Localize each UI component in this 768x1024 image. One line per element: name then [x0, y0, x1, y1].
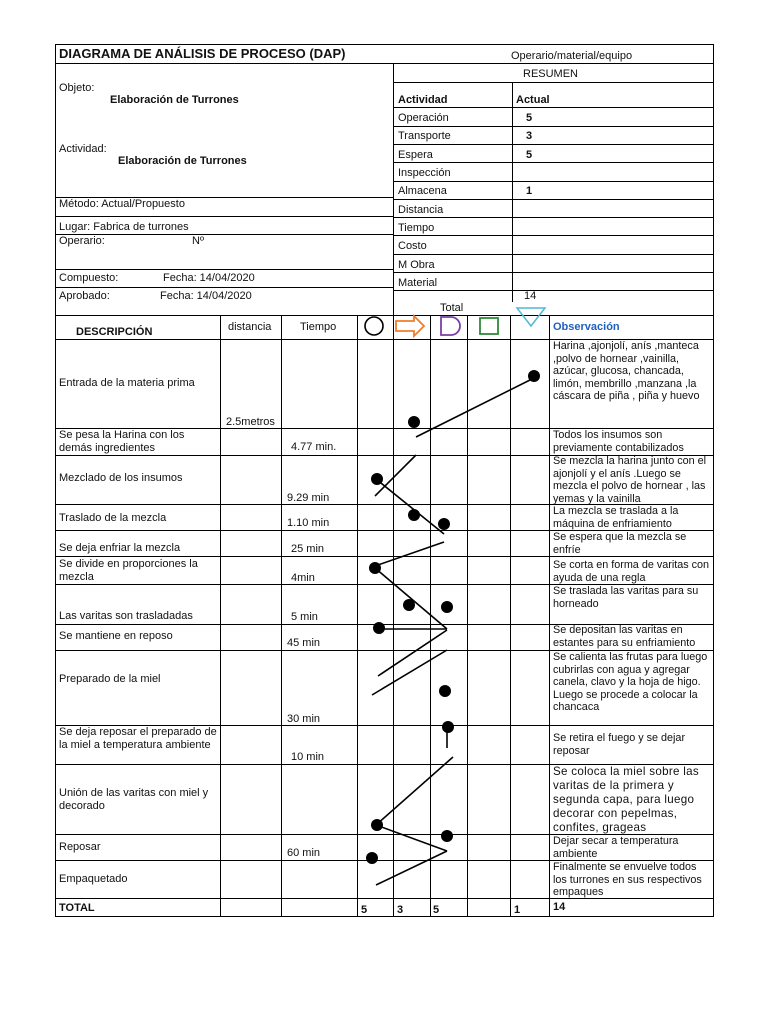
row-observation: Se calienta las frutas para luego cubrirlas con agua y agregar canela, clavo y la hoja de higo. Luego se procede a colocar la chancaca [553, 651, 708, 713]
approved-label: Aprobado: [59, 290, 110, 302]
summary-row-value: 1 [526, 185, 533, 197]
row-observation: Se retira el fuego y se dejar reposar [553, 732, 686, 757]
row-time: 4.77 min. [291, 441, 337, 453]
summary-activity-header: Actividad [398, 94, 448, 106]
flow-point [373, 622, 385, 634]
summary-total-value: 14 [524, 290, 537, 302]
description-header: DESCRIPCIÓN [76, 326, 153, 338]
row-description: Unión de las varitas con miel y decorado [59, 787, 209, 812]
row-description: Se pesa la Harina con los demás ingredientes [59, 429, 185, 454]
composed-label: Compuesto: [59, 272, 119, 284]
summary-row-label: Almacena [398, 185, 447, 197]
method-label: Método: Actual/Propuesto [59, 198, 185, 210]
total-transport: 3 [397, 904, 404, 916]
total-label: TOTAL [59, 902, 95, 914]
row-observation: Se corta en forma de varitas con ayuda de una regla [553, 559, 710, 584]
object-label: Objeto: [59, 82, 95, 94]
composed-date: Fecha: 14/04/2020 [163, 272, 255, 284]
row-time: 9.29 min [287, 492, 330, 504]
page-title: DIAGRAMA DE ANÁLISIS DE PROCESO (DAP) [59, 46, 346, 61]
summary-row-label: Tiempo [398, 222, 435, 234]
flow-point [369, 562, 381, 574]
row-time: 30 min [287, 713, 321, 725]
row-time: 1.10 min [287, 517, 330, 529]
flow-point [371, 473, 383, 485]
chart-type-label: Operario/material/equipo [511, 50, 633, 62]
summary-row-label: Operación [398, 112, 449, 124]
place-label: Lugar: Fabrica de turrones [59, 221, 189, 233]
total-wait: 5 [433, 904, 440, 916]
row-time: 25 min [291, 543, 325, 555]
object-value: Elaboración de Turrones [110, 94, 239, 106]
operator-label: Operario: [59, 235, 105, 247]
flow-point [366, 852, 378, 864]
row-description: Reposar [59, 841, 101, 853]
row-observation: Se mezcla la harina junto con el ajonjolí y el anís .Luego se mezcla el polvo de hornear , las yemas y la vainilla [553, 455, 707, 505]
summary-row-label: Inspección [398, 167, 451, 179]
row-observation: Se traslada las varitas para su horneado [553, 585, 699, 610]
row-observation: Dejar secar a temperatura ambiente [553, 835, 679, 860]
row-time: 60 min [287, 847, 321, 859]
flow-point [442, 721, 454, 733]
approved-date: Fecha: 14/04/2020 [160, 290, 252, 302]
row-time: 4min [291, 572, 315, 584]
total-operation: 5 [361, 904, 368, 916]
summary-row-label: Distancia [398, 204, 444, 216]
flow-point [439, 685, 451, 697]
row-description: Se mantiene en reposo [59, 630, 173, 642]
row-time: 5 min [291, 611, 318, 623]
summary-row-label: M Obra [398, 259, 435, 271]
total-storage: 1 [514, 904, 521, 916]
row-description: Empaquetado [59, 873, 128, 885]
row-observation: Finalmente se envuelve todos los turrones en sus respectivos empaques [553, 861, 702, 898]
flow-point [371, 819, 383, 831]
row-observation: La mezcla se traslada a la máquina de enfriamiento [553, 505, 679, 530]
flow-point [441, 601, 453, 613]
summary-actual-header: Actual [516, 94, 550, 106]
row-distance: 2.5metros [226, 416, 275, 428]
flow-point [408, 509, 420, 521]
summary-row-label: Costo [398, 240, 427, 252]
flow-point [403, 599, 415, 611]
summary-row-label: Espera [398, 149, 433, 161]
row-description: Las varitas son trasladadas [59, 610, 193, 622]
summary-row-value: 5 [526, 149, 533, 161]
flow-point [408, 416, 420, 428]
total-count: 14 [553, 901, 566, 913]
flow-point [441, 830, 453, 842]
row-observation: Harina ,ajonjolí, anís ,manteca ,polvo de hornear ,vainilla, azúcar, glucosa, chancada, limón, membrillo ,manzana ,la cáscara de piña , piña y huevo [553, 340, 700, 402]
summary-row-label: Material [398, 277, 438, 289]
summary-row-label: Transporte [398, 130, 451, 142]
row-description: Se divide en proporciones la mezcla [59, 558, 198, 583]
summary-label: RESUMEN [523, 68, 579, 80]
row-description: Se deja enfriar la mezcla [59, 542, 181, 554]
distance-header: distancia [228, 321, 272, 333]
operator-number-label: Nº [192, 235, 204, 247]
row-observation: Todos los insumos son previamente contabilizados [553, 429, 684, 454]
activity-label: Actividad: [59, 143, 107, 155]
summary-total-label: Total [440, 302, 464, 314]
row-observation: Se espera que la mezcla se enfríe [553, 531, 687, 556]
time-header: Tiempo [300, 321, 337, 333]
summary-row-value: 3 [526, 130, 533, 142]
row-description: Preparado de la miel [59, 673, 161, 685]
row-description: Mezclado de los insumos [59, 472, 183, 484]
row-description: Traslado de la mezcla [59, 512, 167, 524]
flow-point [528, 370, 540, 382]
row-observation: Se depositan las varitas en estantes para su enfriamiento [553, 624, 696, 649]
observation-header: Observación [553, 321, 620, 333]
row-time: 45 min [287, 637, 321, 649]
flow-point [438, 518, 450, 530]
activity-value: Elaboración de Turrones [118, 155, 247, 167]
summary-row-value: 5 [526, 112, 533, 124]
row-description: Entrada de la materia prima [59, 377, 195, 389]
row-observation: Se coloca la miel sobre las varitas de la primera y segunda capa, para luego decorar con pepelmas, confites, grageas [553, 765, 700, 834]
row-time: 10 min [291, 751, 325, 763]
row-description: Se deja reposar el preparado de la miel a temperatura ambiente [59, 726, 217, 751]
